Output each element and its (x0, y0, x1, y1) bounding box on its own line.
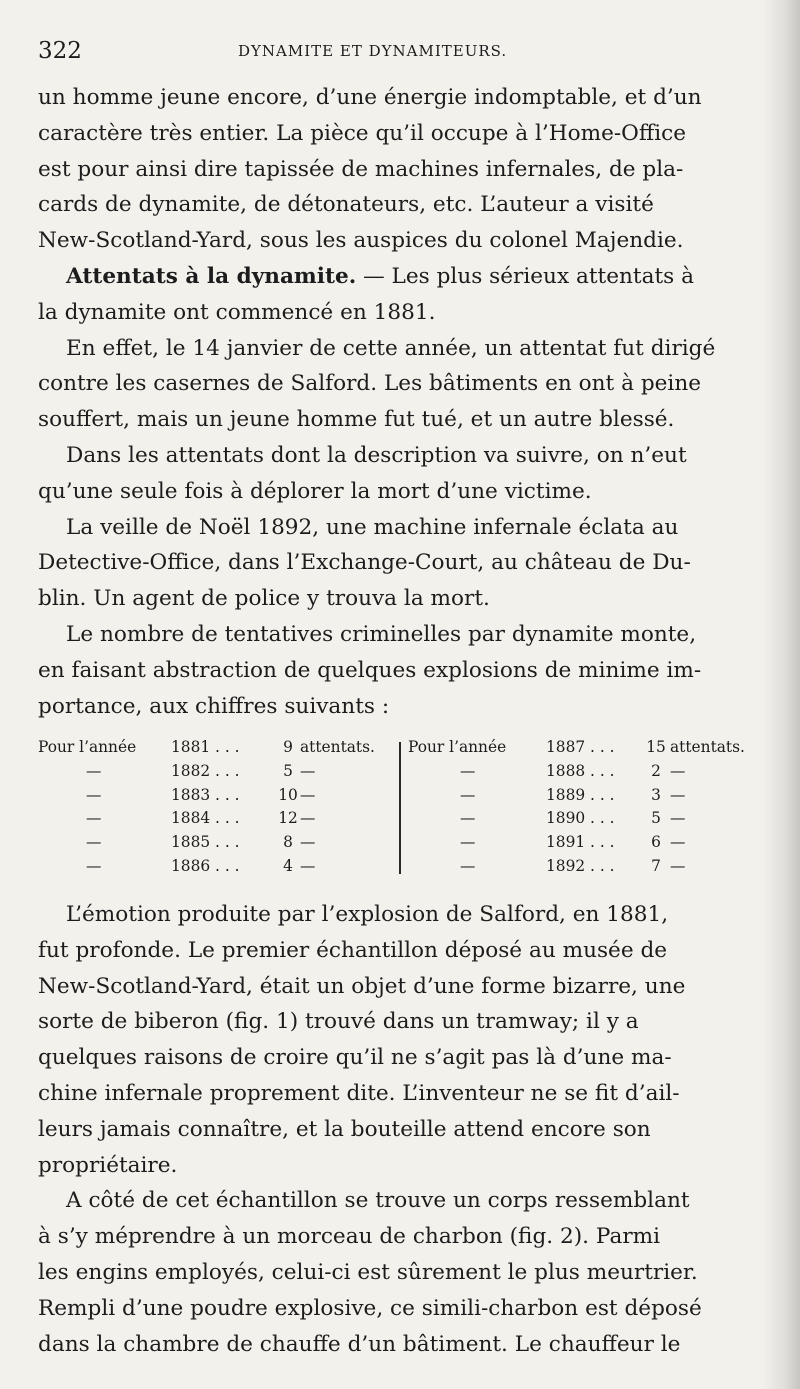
row-count: 9 (283, 738, 293, 756)
page-header (38, 38, 758, 68)
paragraph (38, 510, 763, 617)
row-label: — (86, 833, 102, 852)
table-row (408, 809, 763, 833)
row-label: — (86, 809, 102, 828)
row-count: 15 (646, 738, 666, 756)
row-year: 1892 . . . (546, 856, 615, 875)
text-line: cards de dynamite, de détonateurs, etc. L’auteur a visité (38, 192, 654, 218)
table-row (38, 738, 393, 762)
row-year: 1891 . . . (546, 833, 615, 852)
row-label: — (460, 785, 476, 804)
row-unit: — (670, 856, 686, 875)
text-line: qu’une seule fois à déplorer la mort d’une victime. (38, 478, 592, 504)
row-year: 1887 . . . (546, 738, 615, 756)
text-line: Dans les attentats dont la description va suivre, on n’eut (66, 442, 687, 468)
row-year: 1881 . . . (171, 738, 240, 756)
text-line: un homme jeune encore, d’une énergie indomptable, et d’un (38, 85, 702, 110)
row-label: — (460, 833, 476, 852)
row-count: 7 (651, 856, 661, 875)
row-unit: — (300, 833, 316, 852)
row-unit: — (670, 833, 686, 852)
row-year: 1888 . . . (546, 761, 615, 780)
text-line: la dynamite ont commencé en 1881. (38, 299, 436, 325)
paragraph (38, 617, 763, 724)
text-line: chine infernale proprement dite. L’inventeur ne se fit d’ail- (38, 1080, 680, 1106)
text-line: propriétaire. (38, 1152, 178, 1178)
table-row (38, 809, 393, 833)
row-unit: — (670, 761, 686, 780)
text-line: sorte de biberon (fig. 1) trouvé dans un tramway; il y a (38, 1009, 639, 1035)
paragraph (38, 1183, 763, 1362)
table-row (38, 786, 393, 810)
paragraph (38, 897, 763, 1183)
table-row (408, 833, 763, 857)
text-line: L’émotion produite par l’explosion de Salford, en 1881, (66, 902, 669, 927)
table-row (38, 857, 393, 881)
running-title: DYNAMITE ET DYNAMITEURS. (238, 42, 508, 60)
row-unit: — (670, 809, 686, 828)
text-line: New-Scotland-Yard, sous les auspices du colonel Majendie. (38, 228, 684, 254)
text-line: fut profonde. Le premier échantillon déposé au musée de (38, 937, 668, 963)
table-row (408, 738, 763, 762)
paragraph (38, 80, 763, 259)
table-column-right (408, 738, 763, 881)
text-line: Rempli d’une poudre explosive, ce simili-charbon est déposé (38, 1295, 702, 1321)
text-line: portance, aux chiffres suivants : (38, 693, 390, 719)
paragraph (38, 331, 763, 438)
page-edge-shadow (762, 0, 800, 1389)
text-line: En effet, le 14 janvier de cette année, un attentat fut dirigé (66, 335, 716, 361)
text-line: blin. Un agent de police y trouva la mort. (38, 586, 490, 612)
text-line: New-Scotland-Yard, était un objet d’une forme bizarre, une (38, 973, 686, 999)
row-year: 1884 . . . (171, 809, 240, 828)
text-line: dans la chambre de chauffe d’un bâtiment. Le chauffeur le (38, 1331, 681, 1357)
body-text-bottom (38, 897, 763, 1362)
section-lead-text: — Les plus sérieux attentats à (356, 263, 694, 289)
attacks-table (38, 738, 763, 883)
text-line: caractère très entier. La pièce qu’il occupe à l’Home-Office (38, 120, 687, 146)
text-line: les engins employés, celui-ci est sûrement le plus meurtrier. (38, 1259, 698, 1285)
text-line: à s’y méprendre à un morceau de charbon (fig. 2). Parmi (38, 1224, 661, 1250)
row-label: — (86, 785, 102, 804)
text-line: contre les casernes de Salford. Les bâtiments en ont à peine (38, 371, 702, 397)
text-line: quelques raisons de croire qu’il ne s’agit pas là d’une ma- (38, 1045, 672, 1071)
row-count: 5 (283, 761, 293, 780)
row-unit: — (670, 785, 686, 804)
table-row (408, 786, 763, 810)
row-year: 1882 . . . (171, 761, 240, 780)
row-year: 1883 . . . (171, 785, 240, 804)
text-line: en faisant abstraction de quelques explosions de minime im- (38, 657, 702, 683)
row-count: 8 (283, 833, 293, 852)
page-number: 322 (38, 38, 82, 64)
row-count: 5 (651, 809, 661, 828)
row-count: 10 (278, 785, 298, 804)
row-label: — (460, 856, 476, 875)
row-year: 1890 . . . (546, 809, 615, 828)
row-count: 4 (283, 856, 293, 875)
paragraph (38, 438, 763, 510)
table-row (38, 762, 393, 786)
row-label: Pour l’année (38, 738, 137, 756)
row-label: — (86, 856, 102, 875)
row-count: 12 (278, 809, 298, 828)
row-count: 3 (651, 785, 661, 804)
row-year: 1885 . . . (171, 833, 240, 852)
row-label: — (460, 809, 476, 828)
table-row (38, 833, 393, 857)
text-line: souffert, mais un jeune homme fut tué, et un autre blessé. (38, 407, 675, 433)
section-heading: Attentats à la dynamite. (66, 263, 357, 289)
text-line: Detective-Office, dans l’Exchange-Court, au château de Du- (38, 550, 691, 576)
table-column-left (38, 738, 393, 881)
text-line: La veille de Noël 1892, une machine infernale éclata au (66, 514, 679, 540)
row-unit: — (300, 809, 316, 828)
section-lead-line (38, 259, 763, 295)
section-paragraph (38, 259, 763, 331)
row-unit: — (300, 761, 316, 780)
row-count: 6 (651, 833, 661, 852)
row-unit: attentats. (300, 738, 375, 756)
text-line: Le nombre de tentatives criminelles par dynamite monte, (66, 621, 697, 647)
text-line: leurs jamais connaître, et la bouteille attend encore son (38, 1116, 651, 1142)
row-unit: — (300, 785, 316, 804)
row-count: 2 (651, 761, 661, 780)
row-year: 1886 . . . (171, 856, 240, 875)
row-label: — (460, 761, 476, 780)
row-year: 1889 . . . (546, 785, 615, 804)
table-row (408, 762, 763, 786)
row-label: Pour l’année (408, 738, 507, 756)
row-unit: attentats. (670, 738, 745, 756)
body-text-top (38, 80, 763, 724)
row-unit: — (300, 856, 316, 875)
table-row (408, 857, 763, 881)
row-label: — (86, 761, 102, 780)
text-line: A côté de cet échantillon se trouve un corps ressemblant (66, 1188, 690, 1214)
text-line: est pour ainsi dire tapissée de machines infernales, de pla- (38, 156, 684, 182)
table-divider (399, 742, 401, 874)
